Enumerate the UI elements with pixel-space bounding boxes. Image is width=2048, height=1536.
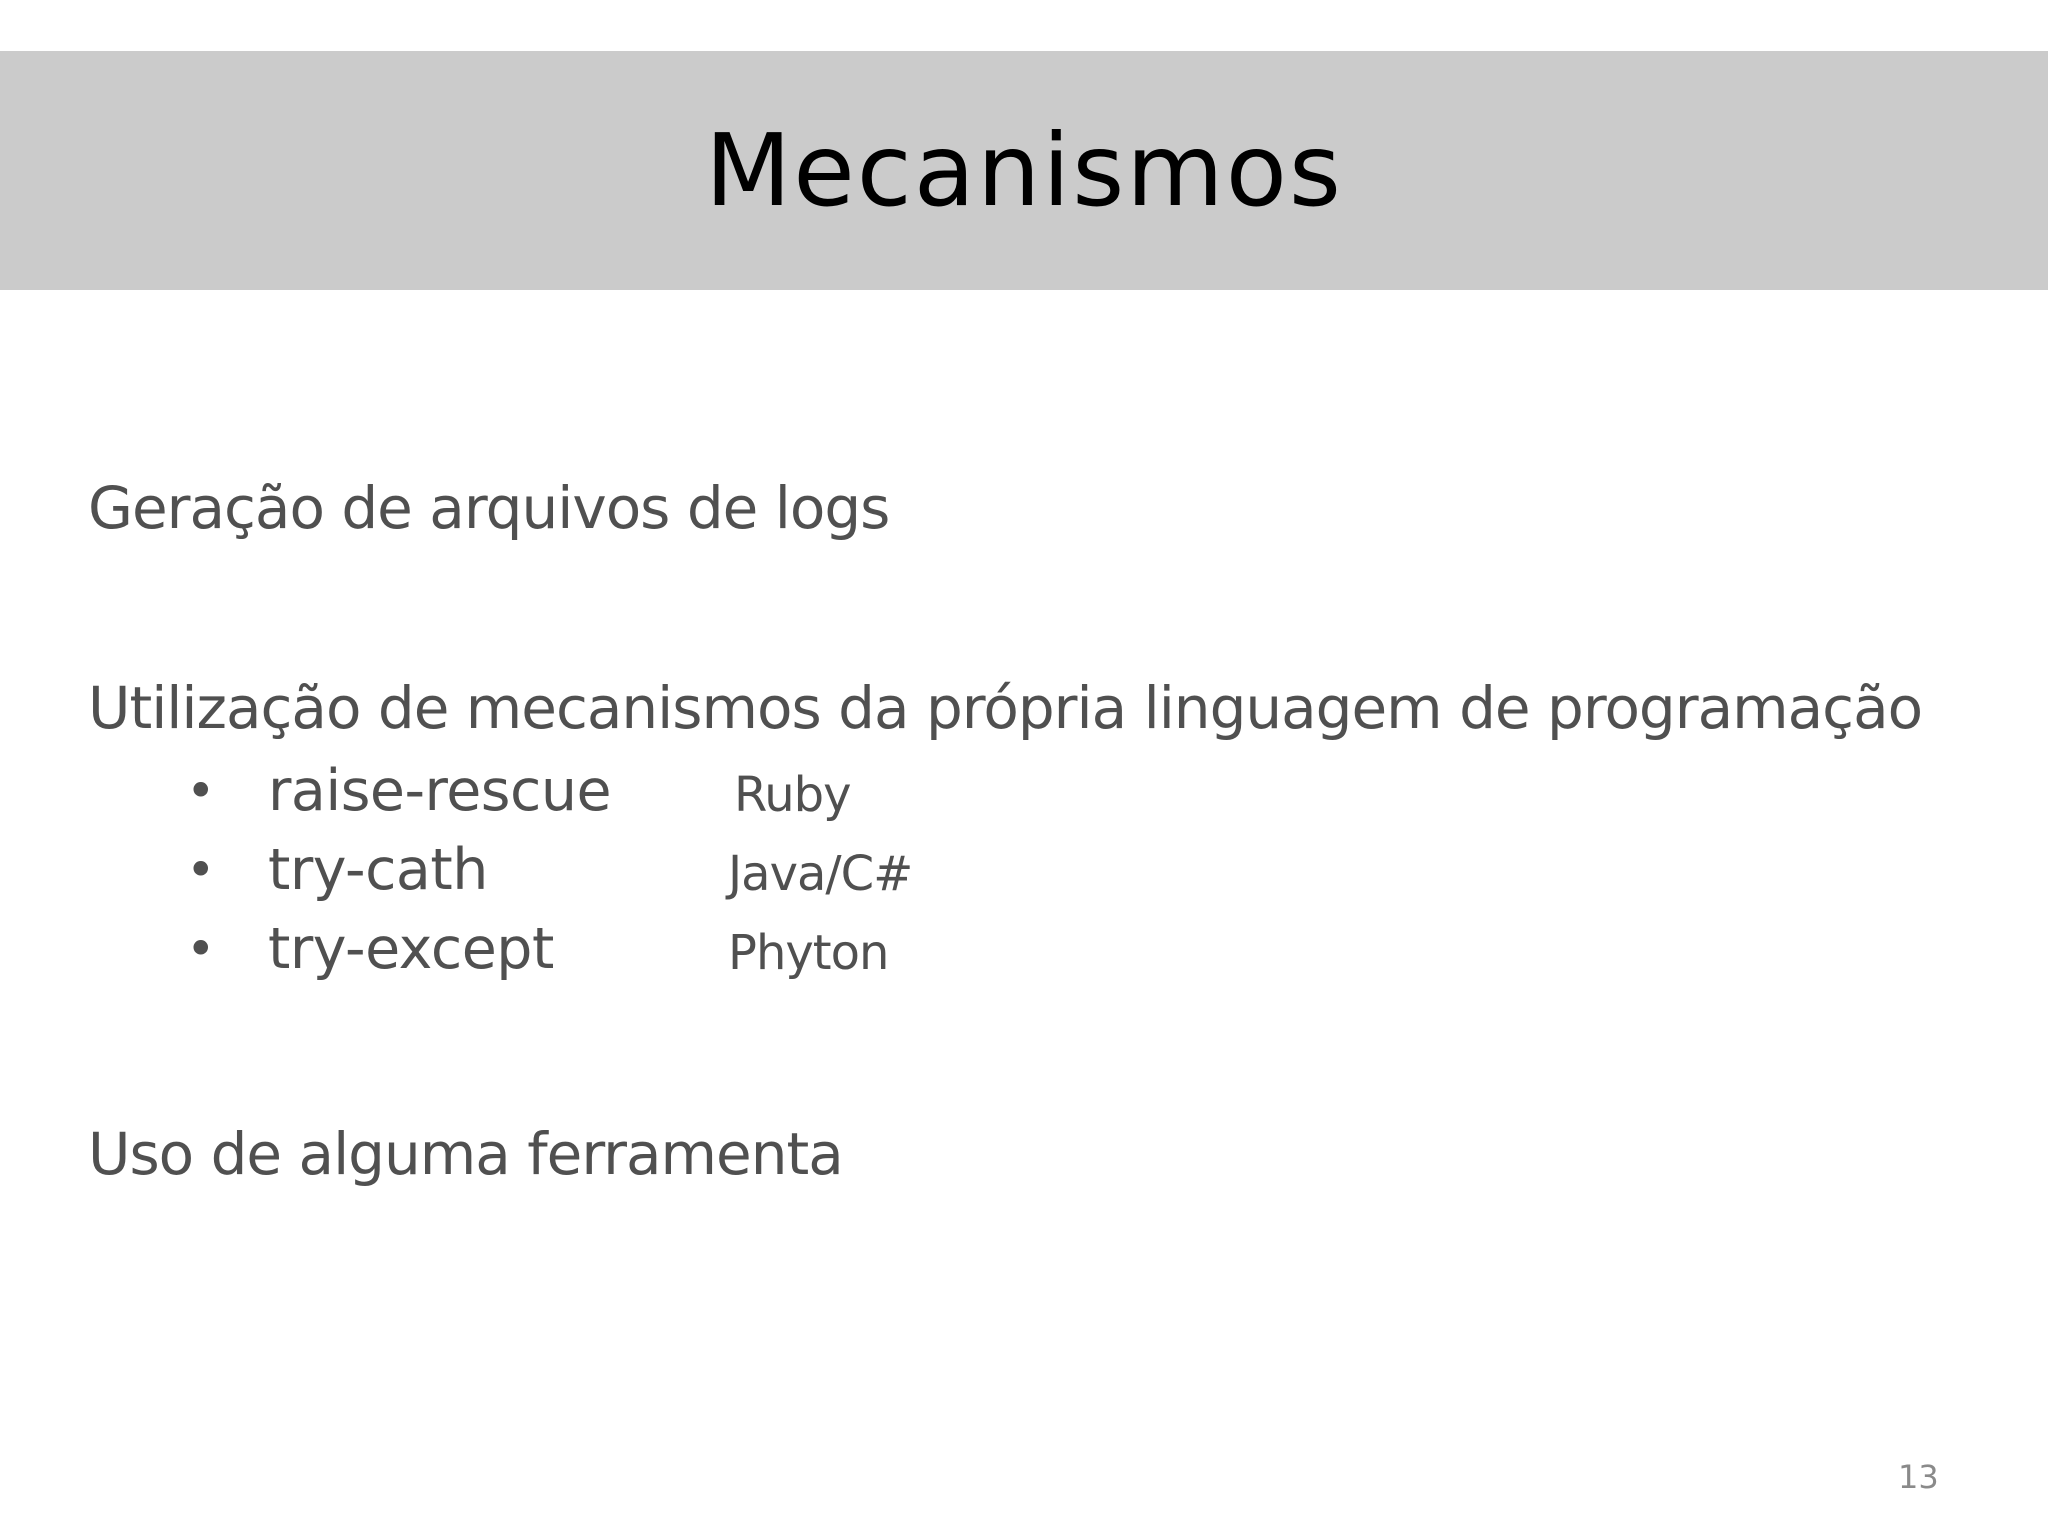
bullet-row [0,752,1200,830]
bullet-language: Java/C# [728,846,913,902]
bullet-icon: • [186,920,216,978]
bullet-term: try-except [268,916,554,982]
item-tool-usage: Uso de alguma ferramenta [88,1120,843,1188]
slide-title: Mecanismos [704,112,1344,229]
bullet-icon: • [186,841,216,899]
item-log-files: Geração de arquivos de logs [88,474,890,542]
page-number: 13 [1898,1458,1939,1496]
bullet-term: raise-rescue [268,758,612,824]
bullet-icon: • [186,762,216,820]
item-language-mechanisms: Utilização de mecanismos da própria linguagem de programação [88,674,1923,742]
bullet-language: Phyton [728,925,889,981]
bullet-term: try-cath [268,837,488,903]
title-bar [0,51,2048,290]
bullet-language: Ruby [734,767,851,823]
bullet-row [0,910,1200,988]
bullet-row [0,831,1200,909]
